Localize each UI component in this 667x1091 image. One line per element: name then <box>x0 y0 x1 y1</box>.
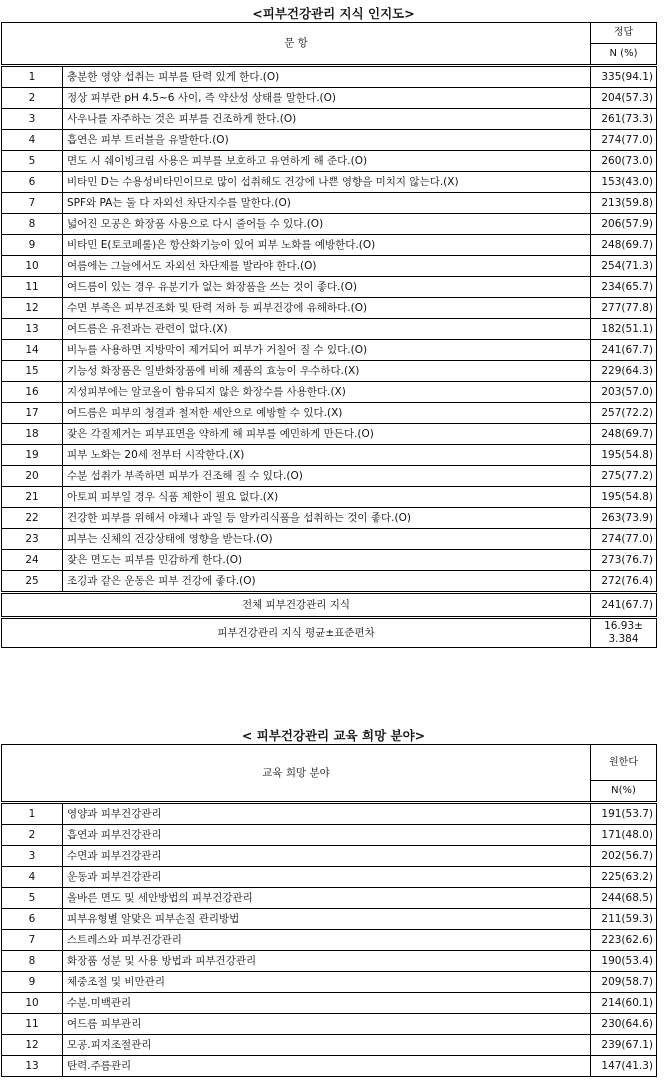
row-number: 3 <box>2 846 63 867</box>
row-item: 여드름 피부관리 <box>63 1014 591 1035</box>
table-row <box>2 972 657 993</box>
knowledge-table <box>1 22 657 648</box>
row-item: 지성피부에는 알코올이 함유되지 않은 화장수를 사용한다.(X) <box>63 382 591 403</box>
row-item: 수분 섭취가 부족하면 피부가 건조해 질 수 있다.(O) <box>63 466 591 487</box>
row-item: 모공.피지조절관리 <box>63 1035 591 1056</box>
row-number: 19 <box>2 445 63 466</box>
table-row <box>2 403 657 424</box>
table-row <box>2 466 657 487</box>
table-row <box>2 130 657 151</box>
row-number: 25 <box>2 571 63 593</box>
table-row <box>2 214 657 235</box>
row-number: 16 <box>2 382 63 403</box>
table-row <box>2 1014 657 1035</box>
row-number: 13 <box>2 1056 63 1077</box>
row-item: 탄력.주름관리 <box>63 1056 591 1077</box>
knowledge-table-title: <피부건강관리 지식 인지도> <box>252 6 415 21</box>
row-item: 넓어진 모공은 화장품 사용으로 다시 줄어들 수 있다.(O) <box>63 214 591 235</box>
mean-row <box>2 618 657 648</box>
mean-value <box>591 618 657 648</box>
row-value: 272(76.4) <box>591 571 657 593</box>
table-row <box>2 319 657 340</box>
table-row <box>2 193 657 214</box>
table-row <box>2 571 657 593</box>
education-header-value-bottom: N(%) <box>591 781 657 803</box>
table-row <box>2 66 657 88</box>
education-header-value-top: 원한다 <box>591 745 657 781</box>
row-number: 13 <box>2 319 63 340</box>
knowledge-header-value-top: 정답 <box>591 23 657 44</box>
row-item: 피부는 신체의 건강상태에 영향을 받는다.(O) <box>63 529 591 550</box>
row-number: 5 <box>2 888 63 909</box>
row-value: 257(72.2) <box>591 403 657 424</box>
row-item: 올바른 면도 및 세안방법의 피부건강관리 <box>63 888 591 909</box>
row-item: 비누를 사용하면 지방막이 제거되어 피부가 거칠어 질 수 있다.(O) <box>63 340 591 361</box>
row-number: 24 <box>2 550 63 571</box>
row-value: 213(59.8) <box>591 193 657 214</box>
table-row <box>2 951 657 972</box>
row-item: 충분한 영양 섭취는 피부를 탄력 있게 한다.(O) <box>63 66 591 88</box>
row-item: 흡연과 피부건강관리 <box>63 825 591 846</box>
table-row <box>2 909 657 930</box>
table-row <box>2 550 657 571</box>
table-row <box>2 382 657 403</box>
table-row <box>2 424 657 445</box>
row-number: 2 <box>2 825 63 846</box>
row-value: 234(65.7) <box>591 277 657 298</box>
row-value: 244(68.5) <box>591 888 657 909</box>
row-number: 7 <box>2 930 63 951</box>
row-number: 3 <box>2 109 63 130</box>
row-value: 223(62.6) <box>591 930 657 951</box>
row-item: 화장품 성분 및 사용 방법과 피부건강관리 <box>63 951 591 972</box>
table-row <box>2 846 657 867</box>
row-number: 18 <box>2 424 63 445</box>
total-value: 241(67.7) <box>591 593 657 618</box>
row-item: 여드름이 있는 경우 유분기가 없는 화장품을 쓰는 것이 좋다.(O) <box>63 277 591 298</box>
row-value: 241(67.7) <box>591 340 657 361</box>
row-value: 239(67.1) <box>591 1035 657 1056</box>
row-value: 254(71.3) <box>591 256 657 277</box>
row-value: 277(77.8) <box>591 298 657 319</box>
row-number: 23 <box>2 529 63 550</box>
row-value: 248(69.7) <box>591 235 657 256</box>
row-number: 6 <box>2 909 63 930</box>
row-item: SPF와 PA는 둘 다 자외선 차단지수를 말한다.(O) <box>63 193 591 214</box>
table-row <box>2 803 657 825</box>
row-value: 206(57.9) <box>591 214 657 235</box>
table-row <box>2 256 657 277</box>
row-value: 273(76.7) <box>591 550 657 571</box>
row-item: 잦은 면도는 피부를 민감하게 한다.(O) <box>63 550 591 571</box>
mean-label: 피부건강관리 지식 평균±표준편차 <box>2 618 591 648</box>
row-number: 10 <box>2 256 63 277</box>
table-row <box>2 529 657 550</box>
row-item: 사우나를 자주하는 것은 피부를 건조하게 한다.(O) <box>63 109 591 130</box>
row-item: 잦은 각질제거는 피부표면을 약하게 해 피부를 예민하게 만든다.(O) <box>63 424 591 445</box>
knowledge-header-item: 문 항 <box>2 23 591 66</box>
knowledge-header-value-bottom: N (%) <box>591 44 657 66</box>
row-value: 211(59.3) <box>591 909 657 930</box>
row-item: 비타민 E(토코페롤)은 항산화기능이 있어 피부 노화를 예방한다.(O) <box>63 235 591 256</box>
total-label: 전체 피부건강관리 지식 <box>2 593 591 618</box>
row-value: 274(77.0) <box>591 130 657 151</box>
row-item: 피부유형별 알맞은 피부손질 관리방법 <box>63 909 591 930</box>
table-row <box>2 361 657 382</box>
row-value: 260(73.0) <box>591 151 657 172</box>
row-item: 정상 피부란 pH 4.5~6 사이, 즉 약산성 상태를 말한다.(O) <box>63 88 591 109</box>
education-table-title: < 피부건강관리 교육 희망 분야> <box>241 728 426 743</box>
row-value: 335(94.1) <box>591 66 657 88</box>
table-row <box>2 508 657 529</box>
total-row <box>2 593 657 618</box>
row-item: 체중조절 및 비만관리 <box>63 972 591 993</box>
row-item: 여름에는 그늘에서도 자외선 차단제를 발라야 한다.(O) <box>63 256 591 277</box>
education-table <box>1 744 657 1077</box>
table-row <box>2 445 657 466</box>
row-item: 흡연은 피부 트러블을 유발한다.(O) <box>63 130 591 151</box>
row-value: 203(57.0) <box>591 382 657 403</box>
mean-value-line2: 3.384 <box>608 633 639 645</box>
row-number: 14 <box>2 340 63 361</box>
row-value: 229(64.3) <box>591 361 657 382</box>
row-item: 스트레스와 피부건강관리 <box>63 930 591 951</box>
row-number: 1 <box>2 66 63 88</box>
row-item: 수분.미백관리 <box>63 993 591 1014</box>
row-number: 12 <box>2 1035 63 1056</box>
mean-value-line1: 16.93± <box>604 619 643 632</box>
row-value: 182(51.1) <box>591 319 657 340</box>
row-item: 비타민 D는 수용성비타민이므로 많이 섭취해도 건강에 나쁜 영향을 미치지 않는다.(X) <box>63 172 591 193</box>
row-value: 191(53.7) <box>591 803 657 825</box>
row-number: 1 <box>2 803 63 825</box>
table-row <box>2 277 657 298</box>
row-number: 20 <box>2 466 63 487</box>
row-item: 여드름은 피부의 청결과 철저한 세안으로 예방할 수 있다.(X) <box>63 403 591 424</box>
table-row <box>2 109 657 130</box>
table-row <box>2 867 657 888</box>
row-number: 22 <box>2 508 63 529</box>
row-item: 운동과 피부건강관리 <box>63 867 591 888</box>
table-row <box>2 235 657 256</box>
row-number: 8 <box>2 214 63 235</box>
row-value: 202(56.7) <box>591 846 657 867</box>
row-number: 4 <box>2 867 63 888</box>
education-header-item: 교육 희망 분야 <box>2 745 591 803</box>
row-value: 204(57.3) <box>591 88 657 109</box>
table-row <box>2 888 657 909</box>
row-number: 7 <box>2 193 63 214</box>
row-item: 기능성 화장품은 일반화장품에 비해 제품의 효능이 우수하다.(X) <box>63 361 591 382</box>
row-value: 171(48.0) <box>591 825 657 846</box>
row-number: 11 <box>2 1014 63 1035</box>
table-row <box>2 993 657 1014</box>
row-number: 12 <box>2 298 63 319</box>
row-item: 수면과 피부건강관리 <box>63 846 591 867</box>
row-value: 195(54.8) <box>591 487 657 508</box>
row-number: 8 <box>2 951 63 972</box>
row-value: 263(73.9) <box>591 508 657 529</box>
row-value: 147(41.3) <box>591 1056 657 1077</box>
row-value: 261(73.3) <box>591 109 657 130</box>
row-item: 조깅과 같은 운동은 피부 건강에 좋다.(O) <box>63 571 591 593</box>
row-number: 6 <box>2 172 63 193</box>
row-item: 영양과 피부건강관리 <box>63 803 591 825</box>
table-row <box>2 151 657 172</box>
row-number: 10 <box>2 993 63 1014</box>
row-value: 153(43.0) <box>591 172 657 193</box>
table-row <box>2 340 657 361</box>
row-number: 11 <box>2 277 63 298</box>
row-value: 190(53.4) <box>591 951 657 972</box>
row-item: 아토피 피부일 경우 식품 제한이 필요 없다.(X) <box>63 487 591 508</box>
row-value: 230(64.6) <box>591 1014 657 1035</box>
row-value: 274(77.0) <box>591 529 657 550</box>
row-number: 21 <box>2 487 63 508</box>
table-row <box>2 930 657 951</box>
row-value: 195(54.8) <box>591 445 657 466</box>
row-value: 275(77.2) <box>591 466 657 487</box>
row-value: 209(58.7) <box>591 972 657 993</box>
row-number: 17 <box>2 403 63 424</box>
table-row <box>2 1035 657 1056</box>
row-value: 214(60.1) <box>591 993 657 1014</box>
table-row <box>2 487 657 508</box>
table-row <box>2 172 657 193</box>
table-row <box>2 88 657 109</box>
row-item: 면도 시 쉐이빙크림 사용은 피부를 보호하고 유연하게 해 준다.(O) <box>63 151 591 172</box>
row-item: 수면 부족은 피부건조화 및 탄력 저하 등 피부건강에 유해하다.(O) <box>63 298 591 319</box>
row-value: 248(69.7) <box>591 424 657 445</box>
table-row <box>2 1056 657 1077</box>
table-row <box>2 298 657 319</box>
row-number: 4 <box>2 130 63 151</box>
row-item: 여드름은 유전과는 관련이 없다.(X) <box>63 319 591 340</box>
row-number: 9 <box>2 972 63 993</box>
row-number: 15 <box>2 361 63 382</box>
row-number: 9 <box>2 235 63 256</box>
row-number: 2 <box>2 88 63 109</box>
row-number: 5 <box>2 151 63 172</box>
row-item: 건강한 피부를 위해서 야채나 과일 등 알카리식품을 섭취하는 것이 좋다.(O) <box>63 508 591 529</box>
table-row <box>2 825 657 846</box>
row-value: 225(63.2) <box>591 867 657 888</box>
row-item: 피부 노화는 20세 전부터 시작한다.(X) <box>63 445 591 466</box>
